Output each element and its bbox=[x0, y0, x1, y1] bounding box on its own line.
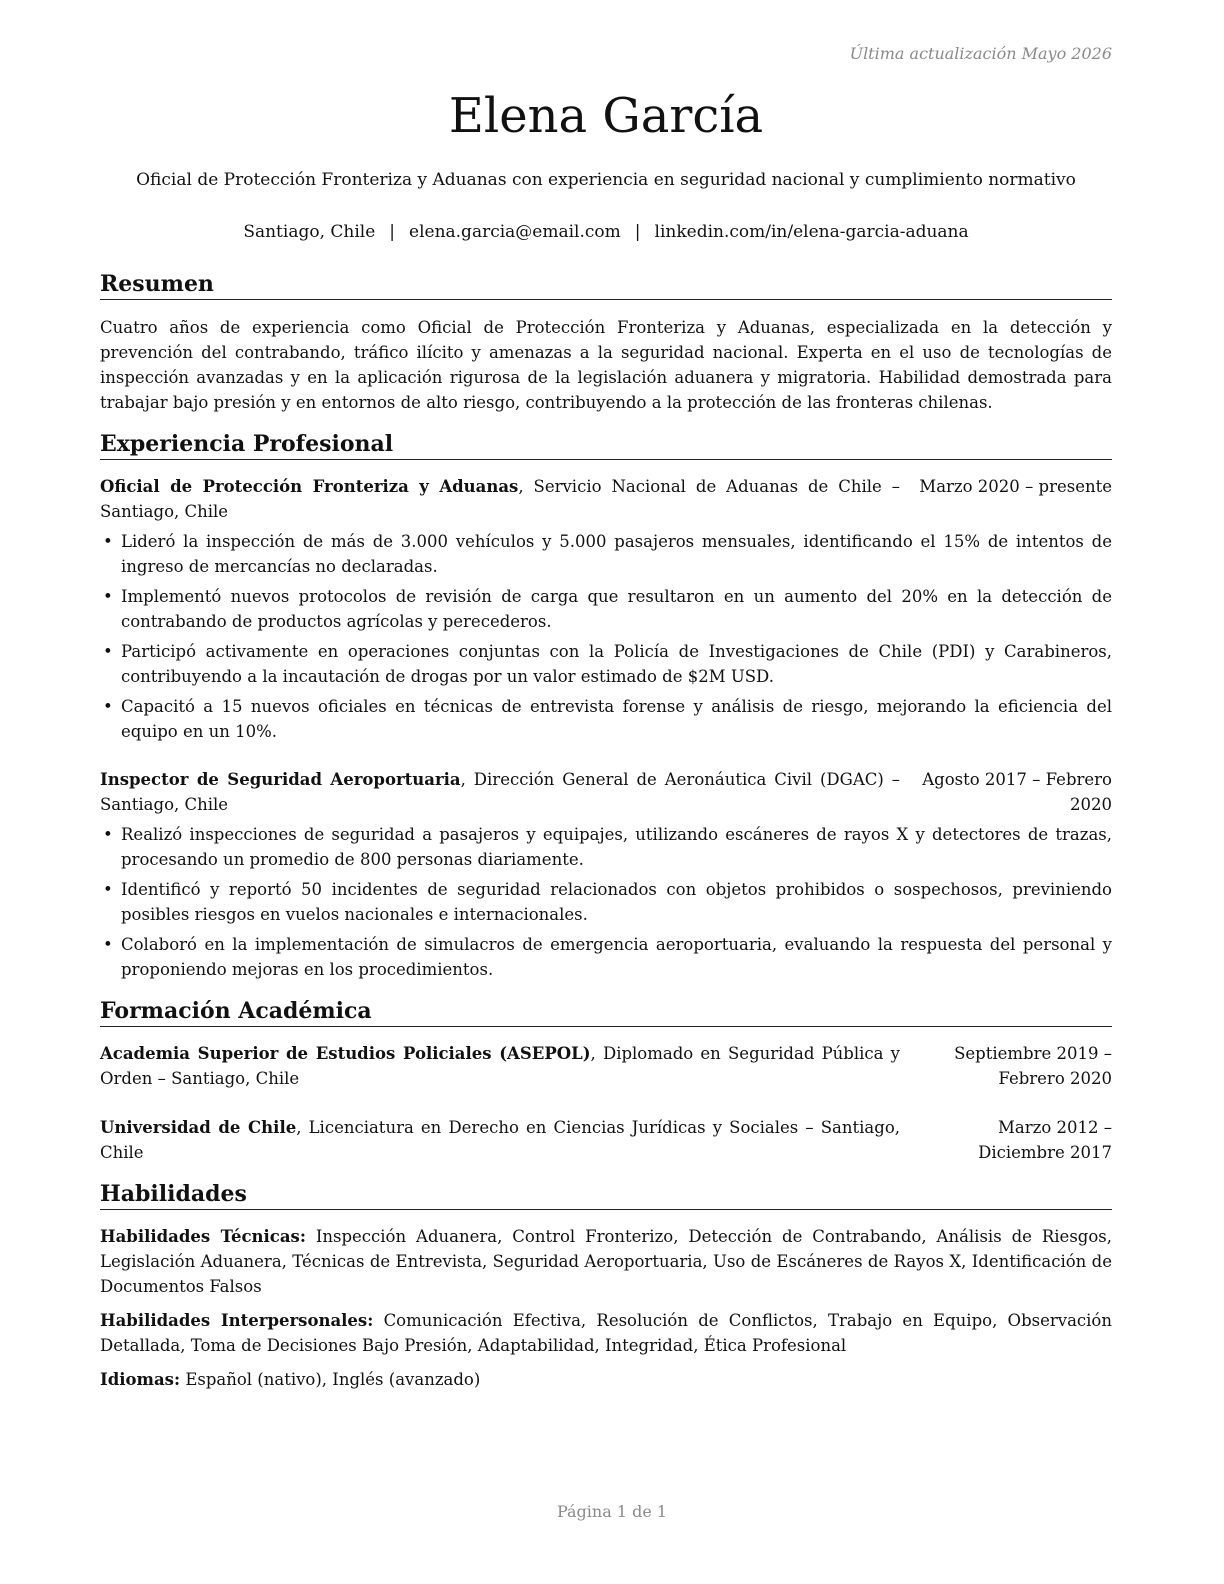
job-header bbox=[100, 767, 1112, 817]
contact-separator: | bbox=[634, 222, 641, 242]
bullet-icon: • bbox=[103, 532, 113, 551]
job-bullets bbox=[100, 529, 1112, 749]
section-title-experience: Experiencia Profesional bbox=[100, 430, 1112, 460]
skills-languages bbox=[100, 1367, 1112, 1392]
education-detail: , Licenciatura en Derecho en Ciencias Jurídicas y Sociales – Santiago, Chile bbox=[100, 1118, 900, 1162]
list-item bbox=[100, 584, 1112, 634]
job-role: Oficial de Protección Fronteriza y Aduanas bbox=[100, 477, 519, 496]
education-dates: Septiembre 2019 – Febrero 2020 bbox=[954, 1044, 1112, 1088]
page-number: Página 1 de 1 bbox=[556, 1502, 668, 1521]
job-org: , Servicio Nacional de Aduanas de Chile – Santiago, Chile bbox=[100, 477, 901, 521]
bullet-text: Participó activamente en operaciones conjuntas con la Policía de Investigaciones de Chile (PDI) y Carabineros, contribuyendo a la incautación de drogas por un valor estimado de $2M USD. bbox=[121, 642, 1112, 686]
job-dates: Agosto 2017 – Febrero 2020 bbox=[922, 770, 1112, 814]
bullet-icon: • bbox=[103, 880, 113, 899]
last-updated: Última actualización Mayo 2026 bbox=[849, 44, 1112, 63]
contact-location: Santiago, Chile bbox=[243, 222, 376, 242]
bullet-icon: • bbox=[103, 642, 113, 661]
list-item bbox=[100, 822, 1112, 872]
bullet-icon: • bbox=[103, 935, 113, 954]
bullet-text: Capacitó a 15 nuevos oficiales en técnicas de entrevista forense y análisis de riesgo, mejorando la eficiencia del equipo en un 10%. bbox=[121, 697, 1112, 741]
job-org: , Dirección General de Aeronáutica Civil (DGAC) – Santiago, Chile bbox=[100, 770, 900, 814]
job-bullets bbox=[100, 822, 1112, 987]
skills-interpersonal-label: Habilidades Interpersonales: bbox=[100, 1311, 374, 1330]
bullet-text: Colaboró en la implementación de simulacros de emergencia aeroportuaria, evaluando la respuesta del personal y proponiendo mejoras en los procedimientos. bbox=[121, 935, 1112, 979]
job-role: Inspector de Seguridad Aeroportuaria bbox=[100, 770, 461, 789]
job-dates: Marzo 2020 – presente bbox=[919, 477, 1112, 496]
education-school: Universidad de Chile bbox=[100, 1118, 297, 1137]
bullet-icon: • bbox=[103, 587, 113, 606]
contact-linkedin[interactable]: linkedin.com/in/elena-garcia-aduana bbox=[654, 222, 969, 242]
list-item bbox=[100, 639, 1112, 689]
skills-languages-text: Español (nativo), Inglés (avanzado) bbox=[185, 1370, 481, 1389]
bullet-text: Implementó nuevos protocolos de revisión de carga que resultaron en un aumento del 20% en la detección de contrabando de productos agrícolas y perecederos. bbox=[121, 587, 1112, 631]
list-item bbox=[100, 694, 1112, 744]
section-title-education: Formación Académica bbox=[100, 997, 1112, 1027]
bullet-icon: • bbox=[103, 825, 113, 844]
list-item bbox=[100, 529, 1112, 579]
education-detail: , Diplomado en Seguridad Pública y Orden – Santiago, Chile bbox=[100, 1044, 901, 1088]
contact-separator: | bbox=[389, 222, 396, 242]
summary-text: Cuatro años de experiencia como Oficial de Protección Fronteriza y Aduanas, especializada en la detección y prevención del contrabando, tráfico ilícito y amenazas a la seguridad nacional. Experta en el uso de tecnologías de inspección avanzadas y en la aplicación rigurosa de la legislación aduanera y migratoria. Habilidad demostrada para trabajar bajo presión y en entornos de alto riesgo, contribuyendo a la protección de las fronteras chilenas. bbox=[100, 318, 1112, 412]
job-header bbox=[100, 474, 1112, 524]
page-title: Elena García bbox=[448, 88, 764, 144]
tagline: Oficial de Protección Fronteriza y Aduanas con experiencia en seguridad nacional y cumplimiento normativo bbox=[136, 170, 1076, 190]
bullet-text: Realizó inspecciones de seguridad a pasajeros y equipajes, utilizando escáneres de rayos X y detectores de trazas, procesando un promedio de 800 personas diariamente. bbox=[121, 825, 1112, 869]
skills-technical-text: Inspección Aduanera, Control Fronterizo, Detección de Contrabando, Análisis de Riesgos, Legislación Aduanera, Técnicas de Entrevista, Seguridad Aeroportuaria, Uso de Escáneres de Rayos X, Identificación de Documentos Falsos bbox=[100, 1227, 1112, 1296]
list-item bbox=[100, 877, 1112, 927]
education-dates: Marzo 2012 – Diciembre 2017 bbox=[978, 1118, 1112, 1162]
education-title-line bbox=[100, 1041, 900, 1091]
skills-interpersonal bbox=[100, 1308, 1112, 1358]
job-title-line bbox=[100, 474, 900, 524]
bullet-text: Identificó y reportó 50 incidentes de seguridad relacionados con objetos prohibidos o sospechosos, previniendo posibles riesgos en vuelos nacionales e internacionales. bbox=[121, 880, 1112, 924]
education-school: Academia Superior de Estudios Policiales (ASEPOL) bbox=[100, 1044, 591, 1063]
education-entry bbox=[100, 1041, 1112, 1091]
job-title-line bbox=[100, 767, 900, 817]
contact-email[interactable]: elena.garcia@email.com bbox=[409, 222, 621, 242]
education-title-line bbox=[100, 1115, 900, 1165]
section-title-skills: Habilidades bbox=[100, 1180, 1112, 1210]
section-title-summary: Resumen bbox=[100, 270, 1112, 300]
skills-languages-label: Idiomas: bbox=[100, 1370, 181, 1389]
education-entry bbox=[100, 1115, 1112, 1165]
skills-technical-label: Habilidades Técnicas: bbox=[100, 1227, 306, 1246]
contact-line bbox=[100, 220, 1112, 244]
bullet-icon: • bbox=[103, 697, 113, 716]
skills-technical bbox=[100, 1224, 1112, 1299]
list-item bbox=[100, 932, 1112, 982]
bullet-text: Lideró la inspección de más de 3.000 vehículos y 5.000 pasajeros mensuales, identificando el 15% de intentos de ingreso de mercancías no declaradas. bbox=[121, 532, 1112, 576]
skills-interpersonal-text: Comunicación Efectiva, Resolución de Conflictos, Trabajo en Equipo, Observación Detallada, Toma de Decisiones Bajo Presión, Adaptabilidad, Integridad, Ética Profesional bbox=[100, 1311, 1112, 1355]
